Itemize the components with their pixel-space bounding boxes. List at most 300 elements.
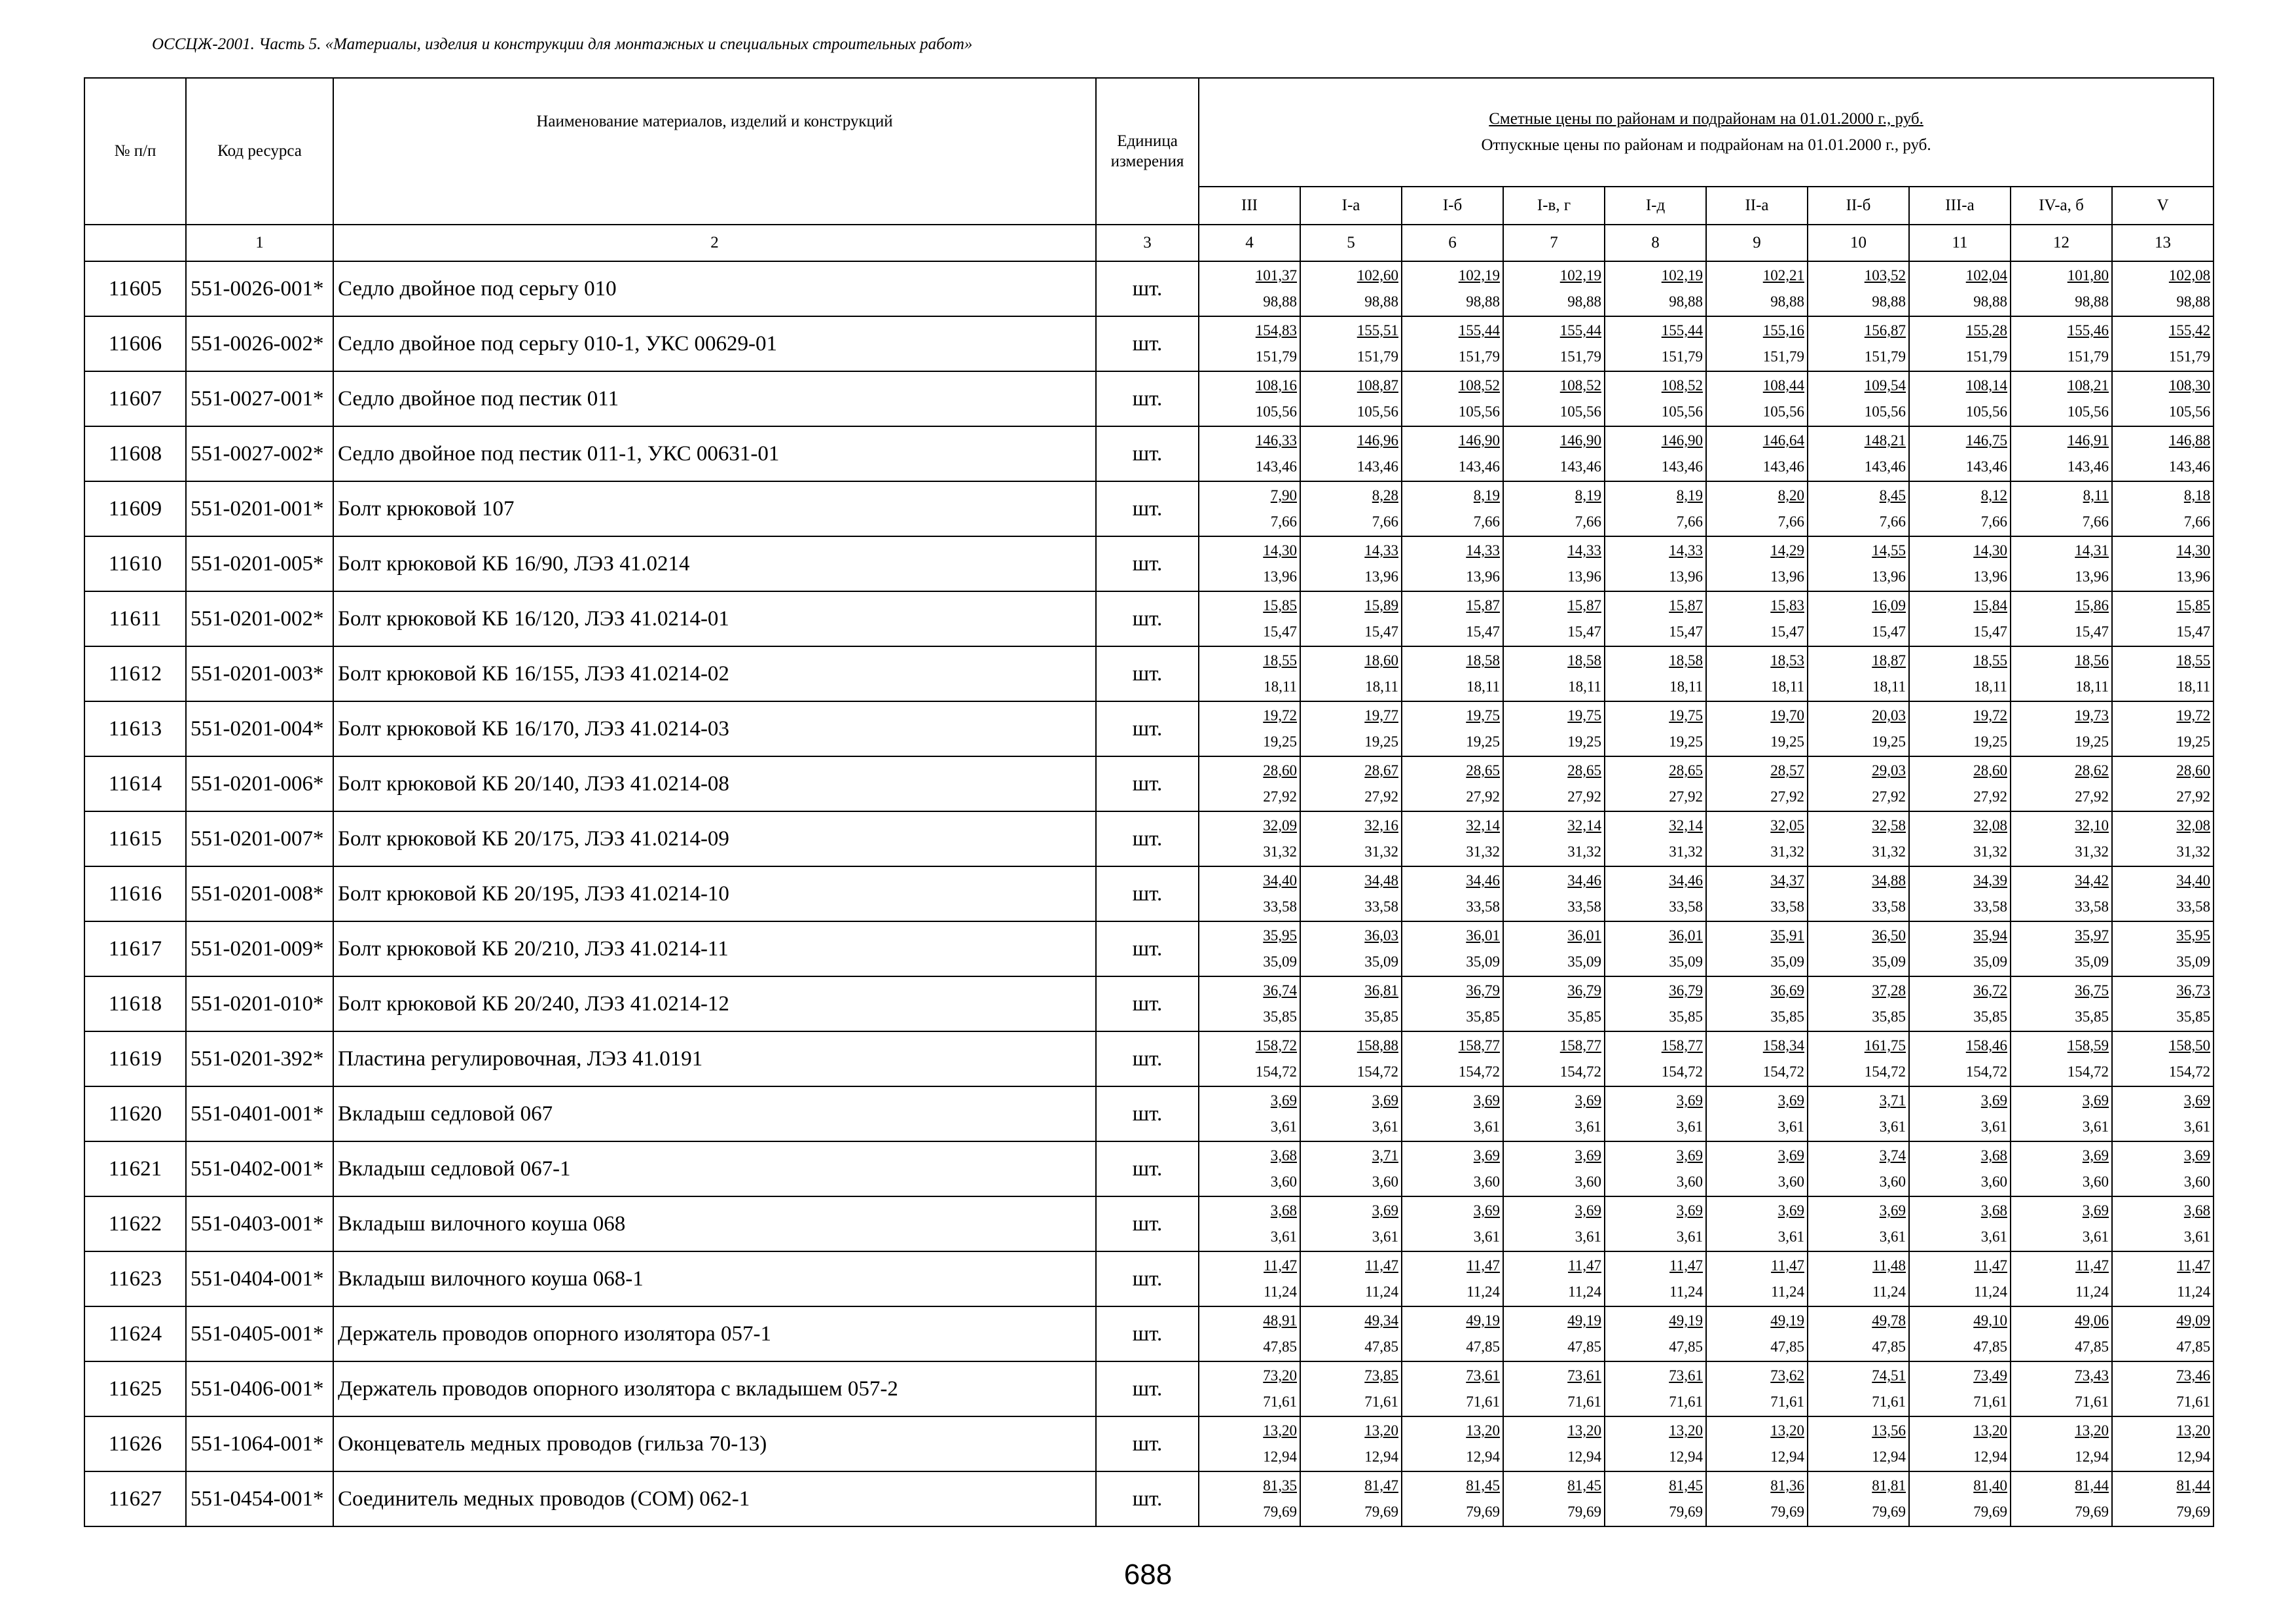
release-price: 33,58 (1364, 898, 1398, 915)
estimate-price: 102,08 (2168, 267, 2211, 284)
release-price: 27,92 (1263, 788, 1297, 805)
price-cell (2011, 426, 2112, 481)
estimate-price: 8,19 (1676, 487, 1703, 504)
release-price: 151,79 (1661, 348, 1703, 365)
price-cell (1199, 646, 1300, 701)
unit: шт. (1096, 866, 1199, 921)
estimate-price: 13,20 (1669, 1422, 1703, 1439)
estimate-price: 8,12 (1980, 487, 2007, 504)
release-price: 33,58 (2176, 898, 2211, 915)
release-price: 3,61 (1879, 1118, 1906, 1135)
estimate-price: 29,03 (1872, 762, 1906, 779)
running-header: ОССЦЖ-2001. Часть 5. «Материалы, изделия и конструкции для монтажных и специальных строительных работ» (152, 35, 973, 53)
estimate-price: 18,87 (1872, 652, 1906, 669)
price-cell (1402, 701, 1503, 756)
row-number: 11613 (84, 701, 186, 756)
price-cell (1909, 811, 2011, 866)
price-cell (2112, 591, 2214, 646)
release-price: 15,47 (2176, 623, 2211, 640)
release-price: 154,72 (1559, 1063, 1601, 1080)
price-cell (1808, 646, 1909, 701)
estimate-price: 81,44 (2075, 1477, 2109, 1494)
estimate-price: 161,75 (1864, 1037, 1906, 1054)
release-price: 105,56 (1762, 403, 1804, 420)
unit: шт. (1096, 921, 1199, 976)
price-cell (1909, 1471, 2011, 1526)
release-price: 79,69 (2075, 1504, 2109, 1520)
price-cell (1605, 1031, 1706, 1086)
release-price: 47,85 (1567, 1338, 1601, 1355)
release-price: 33,58 (1263, 898, 1297, 915)
unit: шт. (1096, 756, 1199, 811)
price-cell (1605, 1251, 1706, 1306)
release-price: 12,94 (2075, 1449, 2109, 1465)
resource-code: 551-0405-001* (186, 1306, 333, 1361)
item-name: Соединитель медных проводов (СОМ) 062-1 (333, 1471, 1096, 1526)
estimate-price: 36,79 (1669, 982, 1703, 999)
release-price: 11,24 (1264, 1283, 1297, 1300)
estimate-price: 155,44 (1559, 322, 1601, 339)
release-price: 31,32 (1364, 843, 1398, 860)
release-price: 19,25 (2176, 733, 2211, 750)
row-number: 11606 (84, 316, 186, 371)
release-price: 143,46 (2067, 458, 2109, 475)
estimate-price: 18,56 (2075, 652, 2109, 669)
price-cell (1706, 976, 1808, 1031)
price-cell (1706, 646, 1808, 701)
estimate-price: 73,62 (1770, 1367, 1804, 1384)
estimate-price: 11,47 (1365, 1257, 1398, 1274)
estimate-price: 11,47 (1264, 1257, 1297, 1274)
table-row (84, 1416, 2214, 1471)
price-cell (1706, 701, 1808, 756)
table-row (84, 536, 2214, 591)
price-cell (2011, 1416, 2112, 1471)
price-cell (2112, 976, 2214, 1031)
column-index: 10 (1808, 225, 1909, 261)
release-price: 7,66 (1980, 513, 2007, 530)
release-price: 3,61 (1473, 1228, 1500, 1245)
release-price: 3,61 (1575, 1228, 1601, 1245)
release-price: 27,92 (1567, 788, 1601, 805)
release-price: 35,85 (1872, 1008, 1906, 1025)
resource-code: 551-0201-005* (186, 536, 333, 591)
unit: шт. (1096, 1141, 1199, 1196)
estimate-price: 14,33 (1567, 542, 1601, 559)
estimate-price: 3,69 (1879, 1202, 1906, 1219)
estimate-price: 19,72 (2176, 707, 2211, 724)
price-cell (1605, 1361, 1706, 1416)
price-cell (2011, 1361, 2112, 1416)
release-price: 13,96 (2075, 568, 2109, 585)
price-cell (1199, 1141, 1300, 1196)
release-price: 11,24 (1872, 1283, 1906, 1300)
release-price: 98,88 (1872, 293, 1906, 310)
price-cell (1402, 756, 1503, 811)
estimate-price: 28,60 (1973, 762, 2007, 779)
release-price: 7,66 (1473, 513, 1500, 530)
estimate-price: 14,33 (1669, 542, 1703, 559)
estimate-price: 158,46 (1965, 1037, 2007, 1054)
estimate-price: 158,34 (1762, 1037, 1804, 1054)
row-number: 11610 (84, 536, 186, 591)
estimate-price: 49,06 (2075, 1312, 2109, 1329)
estimate-price: 11,47 (2075, 1257, 2109, 1274)
estimate-price: 11,47 (1974, 1257, 2007, 1274)
estimate-price: 158,50 (2168, 1037, 2211, 1054)
resource-code: 551-0201-009* (186, 921, 333, 976)
estimate-price: 8,18 (2183, 487, 2211, 504)
unit: шт. (1096, 316, 1199, 371)
price-cell (1402, 316, 1503, 371)
price-cell (1503, 976, 1605, 1031)
price-cell (1808, 1196, 1909, 1251)
resource-code: 551-0027-001* (186, 371, 333, 426)
estimate-price: 73,61 (1669, 1367, 1703, 1384)
estimate-price: 34,48 (1364, 872, 1398, 889)
release-price: 18,11 (1365, 678, 1398, 695)
row-number: 11605 (84, 261, 186, 316)
release-price: 13,96 (1872, 568, 1906, 585)
resource-code: 551-0026-002* (186, 316, 333, 371)
estimate-price: 19,75 (1669, 707, 1703, 724)
item-name: Вкладыш седловой 067-1 (333, 1141, 1096, 1196)
estimate-price: 8,20 (1777, 487, 1804, 504)
release-price: 13,96 (1263, 568, 1297, 585)
estimate-price: 49,19 (1567, 1312, 1601, 1329)
price-cell (1300, 371, 1402, 426)
estimate-price: 28,60 (1263, 762, 1297, 779)
resource-code: 551-0201-007* (186, 811, 333, 866)
column-index-empty (84, 225, 186, 261)
release-price: 3,61 (2183, 1228, 2211, 1245)
estimate-price: 3,68 (1270, 1202, 1297, 1219)
estimate-price: 11,48 (1872, 1257, 1906, 1274)
estimate-price: 32,10 (2075, 817, 2109, 834)
price-cell (2011, 646, 2112, 701)
release-price: 35,85 (2176, 1008, 2211, 1025)
release-price: 27,92 (1770, 788, 1804, 805)
release-price: 31,32 (1770, 843, 1804, 860)
estimate-price: 34,40 (2176, 872, 2211, 889)
price-cell (1300, 1471, 1402, 1526)
price-cell (1402, 646, 1503, 701)
release-price: 19,25 (1770, 733, 1804, 750)
price-cell (2112, 1361, 2214, 1416)
release-price: 3,60 (2183, 1173, 2211, 1190)
price-cell (1706, 1361, 1808, 1416)
estimate-price: 36,81 (1364, 982, 1398, 999)
release-price: 3,60 (1270, 1173, 1297, 1190)
price-cell (1706, 1196, 1808, 1251)
price-cell (1909, 756, 2011, 811)
table-row (84, 481, 2214, 536)
price-cell (1300, 976, 1402, 1031)
release-price: 3,61 (1473, 1118, 1500, 1135)
release-price: 35,09 (1872, 953, 1906, 970)
row-number: 11617 (84, 921, 186, 976)
release-price: 3,61 (1270, 1228, 1297, 1245)
estimate-price: 109,54 (1864, 377, 1906, 394)
estimate-price: 32,14 (1567, 817, 1601, 834)
row-number: 11609 (84, 481, 186, 536)
release-price: 98,88 (2176, 293, 2211, 310)
price-cell (1199, 811, 1300, 866)
release-price: 12,94 (1872, 1449, 1906, 1465)
estimate-price: 49,78 (1872, 1312, 1906, 1329)
region-header: V (2112, 187, 2214, 225)
region-header: I-в, г (1503, 187, 1605, 225)
price-cell (2011, 866, 2112, 921)
price-cell (1808, 1031, 1909, 1086)
price-cell (1199, 756, 1300, 811)
price-cell (2011, 1031, 2112, 1086)
release-price: 7,66 (2183, 513, 2211, 530)
estimate-price: 3,68 (1270, 1147, 1297, 1164)
estimate-price: 154,83 (1255, 322, 1297, 339)
price-cell (1199, 1086, 1300, 1141)
estimate-price: 28,60 (2176, 762, 2211, 779)
release-price: 151,79 (1255, 348, 1297, 365)
row-number: 11624 (84, 1306, 186, 1361)
release-price: 7,66 (1879, 513, 1906, 530)
price-cell (1402, 1416, 1503, 1471)
estimate-price: 146,96 (1357, 432, 1398, 449)
row-number: 11619 (84, 1031, 186, 1086)
price-cell (1300, 921, 1402, 976)
price-cell (1503, 1306, 1605, 1361)
release-price: 27,92 (1669, 788, 1703, 805)
row-number: 11608 (84, 426, 186, 481)
release-price: 143,46 (1559, 458, 1601, 475)
estimate-price: 13,20 (2075, 1422, 2109, 1439)
price-cell (1402, 976, 1503, 1031)
estimate-price: 146,91 (2067, 432, 2109, 449)
estimate-price: 3,69 (1270, 1092, 1297, 1109)
release-price: 143,46 (1864, 458, 1906, 475)
column-header-num: № п/п (84, 78, 186, 225)
release-price: 11,24 (2177, 1283, 2211, 1300)
estimate-price: 8,19 (1473, 487, 1500, 504)
estimate-price: 102,21 (1762, 267, 1804, 284)
estimate-price: 74,51 (1872, 1367, 1906, 1384)
release-price: 154,72 (1357, 1063, 1398, 1080)
price-cell (1199, 1306, 1300, 1361)
release-price: 143,46 (1762, 458, 1804, 475)
release-price: 105,56 (2067, 403, 2109, 420)
row-number: 11614 (84, 756, 186, 811)
estimate-price: 35,94 (1973, 927, 2007, 944)
unit: шт. (1096, 646, 1199, 701)
price-cell (1605, 1471, 1706, 1526)
estimate-price: 108,52 (1661, 377, 1703, 394)
release-price: 154,72 (1661, 1063, 1703, 1080)
estimate-price: 146,90 (1661, 432, 1703, 449)
estimate-price: 108,87 (1357, 377, 1398, 394)
price-cell (1300, 316, 1402, 371)
price-cell (1605, 756, 1706, 811)
estimate-price: 28,57 (1770, 762, 1804, 779)
estimate-price: 37,28 (1872, 982, 1906, 999)
resource-code: 551-0201-002* (186, 591, 333, 646)
estimate-price: 36,75 (2075, 982, 2109, 999)
release-price: 33,58 (1872, 898, 1906, 915)
release-price: 18,11 (2177, 678, 2211, 695)
release-price: 33,58 (1770, 898, 1804, 915)
release-price: 31,32 (2075, 843, 2109, 860)
price-cell (1605, 316, 1706, 371)
estimate-price: 158,77 (1661, 1037, 1703, 1054)
column-header-unit: Единица измерения (1096, 78, 1199, 225)
price-cell (2112, 1471, 2214, 1526)
prices-release-label: Отпускные цены по районам и подрайонам на 01.01.2000 г., руб. (1481, 136, 1931, 154)
estimate-price: 14,30 (1973, 542, 2007, 559)
column-index: 3 (1096, 225, 1199, 261)
estimate-price: 155,44 (1458, 322, 1500, 339)
row-number: 11612 (84, 646, 186, 701)
estimate-price: 3,69 (1676, 1202, 1703, 1219)
release-price: 79,69 (1669, 1504, 1703, 1520)
estimate-price: 3,69 (2183, 1092, 2211, 1109)
region-header: I-а (1300, 187, 1402, 225)
estimate-price: 3,69 (1372, 1092, 1398, 1109)
estimate-price: 3,69 (1473, 1092, 1500, 1109)
release-price: 71,61 (2176, 1393, 2211, 1410)
table-row (84, 701, 2214, 756)
estimate-price: 35,95 (1263, 927, 1297, 944)
release-price: 13,96 (2176, 568, 2211, 585)
release-price: 98,88 (2075, 293, 2109, 310)
estimate-price: 81,40 (1973, 1477, 2007, 1494)
release-price: 35,85 (1973, 1008, 2007, 1025)
estimate-price: 34,37 (1770, 872, 1804, 889)
price-cell (1605, 1416, 1706, 1471)
estimate-price: 3,69 (2082, 1202, 2109, 1219)
estimate-price: 13,20 (1567, 1422, 1601, 1439)
estimate-price: 18,55 (1263, 652, 1297, 669)
price-cell (1199, 1196, 1300, 1251)
price-cell (1605, 701, 1706, 756)
release-price: 98,88 (1364, 293, 1398, 310)
release-price: 15,47 (1770, 623, 1804, 640)
estimate-price: 3,71 (1879, 1092, 1906, 1109)
release-price: 79,69 (1973, 1504, 2007, 1520)
price-cell (1503, 371, 1605, 426)
estimate-price: 158,88 (1357, 1037, 1398, 1054)
column-index: 4 (1199, 225, 1300, 261)
price-cell (1199, 921, 1300, 976)
price-cell (1300, 1196, 1402, 1251)
estimate-price: 14,55 (1872, 542, 1906, 559)
price-cell (1605, 976, 1706, 1031)
release-price: 31,32 (2176, 843, 2211, 860)
price-cell (2112, 1196, 2214, 1251)
price-cell (1706, 1306, 1808, 1361)
table-row (84, 1361, 2214, 1416)
release-price: 27,92 (1364, 788, 1398, 805)
unit: шт. (1096, 811, 1199, 866)
release-price: 11,24 (1568, 1283, 1601, 1300)
estimate-price: 156,87 (1864, 322, 1906, 339)
release-price: 35,85 (1567, 1008, 1601, 1025)
price-cell (1909, 976, 2011, 1031)
price-cell (1402, 1196, 1503, 1251)
release-price: 3,60 (1676, 1173, 1703, 1190)
price-cell (2112, 261, 2214, 316)
price-cell (1909, 1251, 2011, 1306)
price-cell (2011, 1306, 2112, 1361)
estimate-price: 15,89 (1364, 597, 1398, 614)
release-price: 3,61 (1777, 1228, 1804, 1245)
estimate-price: 13,20 (2176, 1422, 2211, 1439)
region-header: II-б (1808, 187, 1909, 225)
estimate-price: 3,68 (2183, 1202, 2211, 1219)
price-cell (1808, 1361, 1909, 1416)
column-index: 7 (1503, 225, 1605, 261)
release-price: 98,88 (1567, 293, 1601, 310)
release-price: 19,25 (1872, 733, 1906, 750)
estimate-price: 108,52 (1559, 377, 1601, 394)
release-price: 15,47 (1466, 623, 1500, 640)
estimate-price: 19,75 (1466, 707, 1500, 724)
price-cell (1503, 1361, 1605, 1416)
price-cell (1199, 1251, 1300, 1306)
estimate-price: 13,20 (1973, 1422, 2007, 1439)
row-number: 11611 (84, 591, 186, 646)
resource-code: 551-0402-001* (186, 1141, 333, 1196)
release-price: 105,56 (1559, 403, 1601, 420)
price-cell (1605, 371, 1706, 426)
estimate-price: 32,08 (2176, 817, 2211, 834)
estimate-price: 32,58 (1872, 817, 1906, 834)
resource-code: 551-0201-010* (186, 976, 333, 1031)
estimate-price: 3,68 (1980, 1147, 2007, 1164)
estimate-price: 13,20 (1770, 1422, 1804, 1439)
item-name: Болт крюковой КБ 16/90, ЛЭЗ 41.0214 (333, 536, 1096, 591)
price-cell (1909, 1031, 2011, 1086)
estimate-price: 18,58 (1466, 652, 1500, 669)
release-price: 35,09 (1567, 953, 1601, 970)
release-price: 15,47 (1973, 623, 2007, 640)
price-cell (1199, 1416, 1300, 1471)
price-cell (1300, 1416, 1402, 1471)
price-cell (1402, 591, 1503, 646)
estimate-price: 3,69 (1575, 1147, 1601, 1164)
estimate-price: 49,19 (1669, 1312, 1703, 1329)
resource-code: 551-0454-001* (186, 1471, 333, 1526)
price-cell (1706, 1251, 1808, 1306)
region-header: II-а (1706, 187, 1808, 225)
price-cell (1503, 1141, 1605, 1196)
price-cell (1706, 866, 1808, 921)
table-row (84, 976, 2214, 1031)
release-price: 31,32 (1973, 843, 2007, 860)
release-price: 151,79 (2168, 348, 2211, 365)
release-price: 3,60 (1473, 1173, 1500, 1190)
release-price: 18,11 (1771, 678, 1804, 695)
price-cell (1605, 261, 1706, 316)
estimate-price: 73,20 (1263, 1367, 1297, 1384)
release-price: 35,09 (1770, 953, 1804, 970)
estimate-price: 36,01 (1466, 927, 1500, 944)
estimate-price: 34,88 (1872, 872, 1906, 889)
price-cell (1503, 261, 1605, 316)
release-price: 79,69 (1770, 1504, 1804, 1520)
estimate-price: 36,50 (1872, 927, 1906, 944)
release-price: 3,61 (2082, 1228, 2109, 1245)
release-price: 105,56 (1661, 403, 1703, 420)
unit: шт. (1096, 536, 1199, 591)
